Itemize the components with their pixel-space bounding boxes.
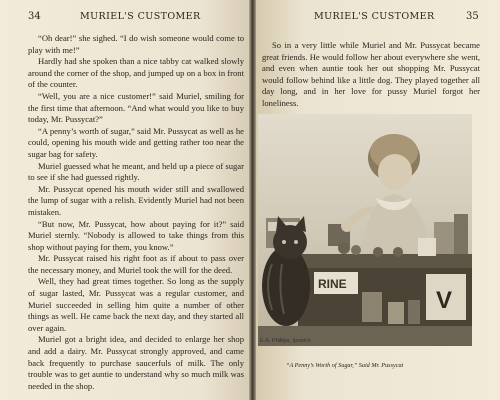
page-number: 34 (28, 11, 41, 22)
paragraph: Muriel got a bright idea, and decided to enlarge her shop and add a dairy. Mr. Pussycat strongly approved, and came back frequently to purchase saucerfuls of milk. The only trouble was to get auntie to understand why so much milk was needed in the shop. (28, 334, 244, 391)
paragraph: “But now, Mr. Pussycat, how about paying for it?” said Muriel sternly. “Nobody is allowed to take things from this shop without paying for them, you know.” (28, 218, 244, 252)
paragraph: “Well, you are a nice customer!” said Muriel, smiling for the first time that afternoon. “And what would you like to buy today, Mr. Pussycat?” (28, 90, 244, 125)
page-number: 35 (466, 11, 479, 22)
photo-caption: “A Penny’s Worth of Sugar,” Said Mr. Pussycat (286, 362, 404, 369)
body-text (28, 33, 244, 392)
girl-and-cat-photo (258, 114, 472, 346)
body-text (262, 40, 480, 110)
shop-sign-letter: V (436, 287, 453, 314)
running-head: MURIEL'S CUSTOMER (314, 11, 435, 22)
paragraph: Hardly had she spoken than a nice tabby cat walked slowly around the corner of the shop, and jumped up on a box in front of the counter. (28, 56, 244, 90)
paragraph: “A penny’s worth of sugar,” said Mr. Pussycat as well as he could, opening his mouth wide and getting rather too near the sugar bag for safety. (28, 125, 244, 159)
paragraph: So in a very little while Muriel and Mr. Pussycat became great friends. He would follow her about everywhere she went, and even when auntie took her out shopping Mr. Pussycat would follow behind like a little dog. They played together all day long, and in her love for pussy Muriel forgot her loneliness. (262, 40, 480, 108)
paragraph: Muriel guessed what he meant, and held up a piece of sugar to see if she had guessed rightly. (28, 160, 244, 183)
book-gutter (249, 0, 256, 400)
running-head: MURIEL'S CUSTOMER (80, 11, 201, 22)
paragraph: Mr. Pussycat opened his mouth wider still and swallowed the lump of sugar with a relish. Evidently Muriel had not been mistaken. (28, 183, 244, 217)
paragraph: Well, they had great times together. So long as the supply of sugar lasted, Mr. Pussycat was a regular customer, and Muriel succeeded in selling him quite a number of other things as well. He came back the next day, and they started all over again. (28, 276, 244, 333)
paragraph: “Oh dear!” she sighed. “I do wish someone would come to play with me!” (28, 33, 244, 55)
left-page (0, 0, 249, 400)
photo-credit: E.A. Phillips, Ipswich (260, 338, 311, 344)
shop-sign-text: RINE (318, 277, 347, 291)
paragraph: Mr. Pussycat raised his right foot as if about to pass over the necessary money, and Muriel took the will for the deed. (28, 253, 244, 275)
illustration-photo (258, 114, 472, 346)
